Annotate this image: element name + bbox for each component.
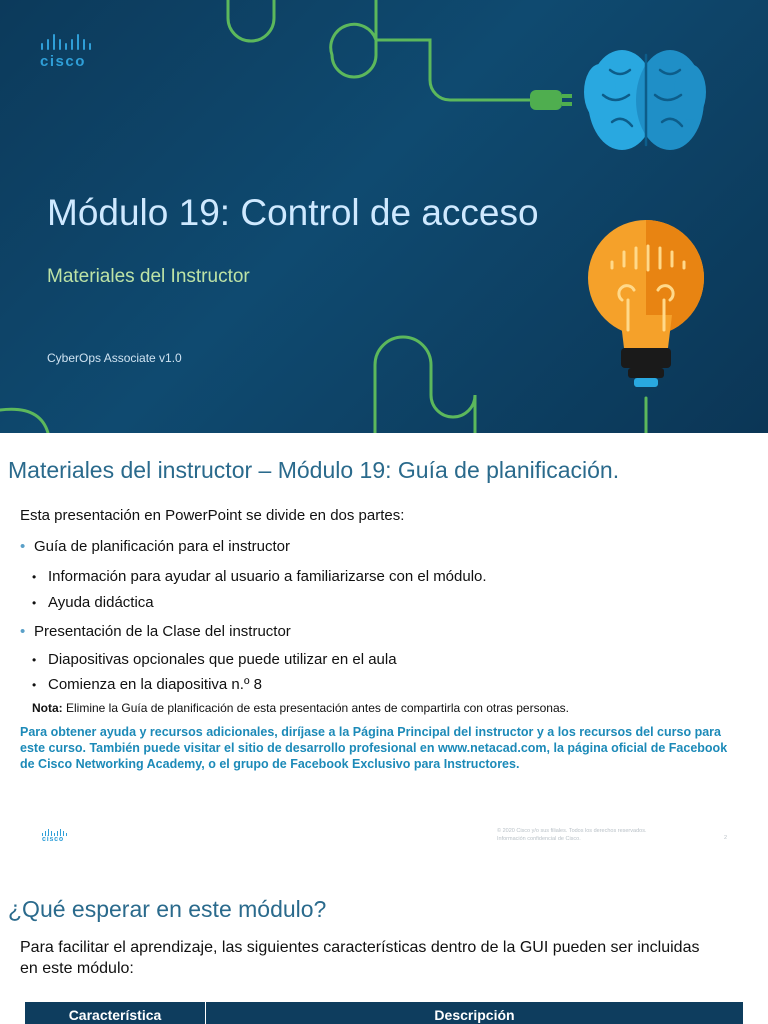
resources-text: Para obtener ayuda y recursos adicionales, diríjase a la Página Principal del instructor y a los recursos del curso para este curso. También puede visitar el sitio de desarrollo profesional en www.netacad.com, la página oficial de Facebook de Cisco Networking Academy, o el grupo de Facebook Exclusivo para Instructores. [20,725,728,771]
module-subtitle: Materiales del Instructor [47,266,250,287]
slide-heading: Materiales del instructor – Módulo 19: Guía de planificación. [8,457,620,483]
list-item [32,651,397,668]
note-text [32,701,569,715]
features-table [25,1002,743,1024]
section-label: Presentación de la Clase del instructor [34,623,291,640]
note-label: Nota: [32,701,63,715]
sub-item: Comienza en la diapositiva n.º 8 [48,676,262,693]
cisco-wordmark: cisco [42,836,64,843]
column-header-feature: Característica [25,1002,206,1024]
confidential-line: Información confidencial de Cisco. [497,836,581,842]
list-item [32,676,262,693]
planning-guide-slide [0,433,768,863]
circuit-line-left [0,409,48,433]
course-name: CyberOps Associate v1.0 [47,351,182,365]
bullet-icon: • [32,570,37,584]
sub-item: Información para ayudar al usuario a familiarizarse con el módulo. [48,568,487,585]
list-item [20,538,290,555]
footer-cisco-logo [42,829,74,849]
note-body: Elimine la Guía de planificación de esta presentación antes de compartirla con otras personas. [62,701,569,715]
body-text: Para facilitar el aprendizaje, las siguientes características dentro de la GUI pueden ser incluidas en este módulo: [20,939,700,977]
cisco-bars-icon [40,34,110,50]
section-label: Guía de planificación para el instructor [34,538,290,555]
bullet-icon: • [32,596,37,610]
copyright-line: © 2020 Cisco y/o sus filiales. Todos los derechos reservados. [497,828,647,834]
intro-text: Esta presentación en PowerPoint se divide en dos partes: [20,507,405,524]
slide-heading: ¿Qué esperar en este módulo? [8,896,327,922]
sub-item: Diapositivas opcionales que puede utilizar en el aula [48,651,397,668]
footer-copyright [497,827,646,843]
title-slide [0,0,768,433]
cisco-logo [40,34,110,70]
bullet-icon: • [20,538,26,555]
module-expectations-slide [0,863,768,1024]
list-item [20,623,291,640]
list-item [32,594,154,611]
circuit-line-bottom [375,337,475,433]
bullet-icon: • [32,653,37,667]
table-header-row [25,1002,743,1024]
light-bulb-icon [588,220,704,387]
bullet-icon: • [20,623,26,640]
list-item [32,568,487,585]
cisco-wordmark: cisco [40,53,86,70]
circuit-line-wire [331,0,530,100]
cisco-bars-icon [42,829,74,836]
plug-icon [530,90,572,110]
module-title: Módulo 19: Control de acceso [47,192,539,233]
column-header-description: Descripción [206,1002,744,1024]
page-number: 2 [724,835,728,841]
sub-item: Ayuda didáctica [48,594,154,611]
brain-icon [584,50,706,150]
circuit-line-top [228,0,274,41]
bullet-icon: • [32,678,37,692]
